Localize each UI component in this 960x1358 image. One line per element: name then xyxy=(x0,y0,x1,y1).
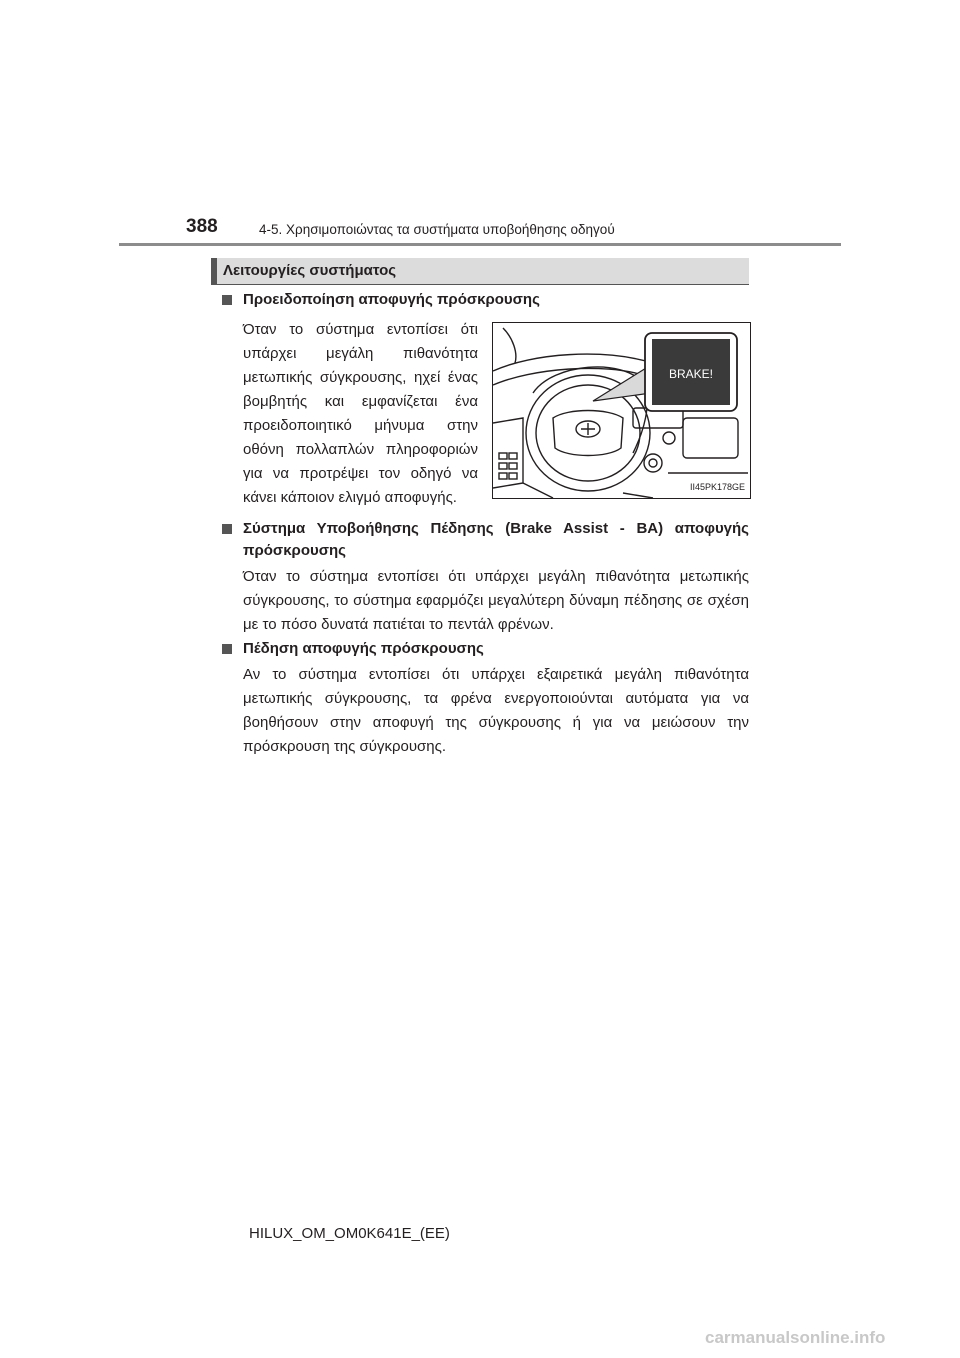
page-number: 388 xyxy=(186,216,218,237)
watermark-link[interactable]: carmanualsonline.info xyxy=(705,1328,886,1347)
header-rule xyxy=(119,243,841,246)
item-title-brake-assist xyxy=(222,518,749,562)
item-text-collision-warning: Όταν το σύστημα εντοπίσει ότι υπάρχει μεγάλη πιθανότητα μετωπικής σύγκρουσης, ηχεί ένας βομβητής και εμφανίζεται ένα προειδοποιητικό μήνυμα στην οθόνη πολλαπλών πληροφοριών για να προτρέψει τον οδηγό να κάνει κάποιον ελιγμό αποφυγής. xyxy=(243,321,478,506)
square-bullet-icon xyxy=(222,524,232,534)
item-title-auto-brake xyxy=(222,638,749,660)
item-title-text: Σύστημα Υποβοήθησης Πέδησης (Brake Assist - BA) αποφυγής πρόσκρουσης xyxy=(243,520,749,559)
display-message: BRAKE! xyxy=(668,367,714,381)
manual-code: HILUX_OM_OM0K641E_(EE) xyxy=(249,1225,450,1242)
section-heading xyxy=(211,258,749,285)
chapter-title: 4-5. Χρησιμοποιώντας τα συστήματα υποβοήθησης οδηγού xyxy=(259,222,615,237)
item-title-text: Πέδηση αποφυγής πρόσκρουσης xyxy=(243,640,484,657)
item-text-brake-assist: Όταν το σύστημα εντοπίσει ότι υπάρχει μεγάλη πιθανότητα μετωπικής σύγκρουσης, το σύστημα εφαρμόζει μεγαλύτερη δύναμη πέδησης σε σχέση με το πόσο δυνατά πατιέται το πεντάλ φρένων. xyxy=(243,568,749,633)
dashboard-drawing xyxy=(493,323,750,498)
square-bullet-icon xyxy=(222,295,232,305)
square-bullet-icon xyxy=(222,644,232,654)
dashboard-illustration xyxy=(492,322,751,499)
item-title-text: Προειδοποίηση αποφυγής πρόσκρουσης xyxy=(243,291,540,308)
image-code: II45PK178GE xyxy=(689,482,745,492)
item-text-auto-brake: Αν το σύστημα εντοπίσει ότι υπάρχει εξαιρετικά μεγάλη πιθανότητα μετωπικής σύγκρουσης, τα φρένα ενεργοποιούνται αυτόματα για να βοηθήσουν στην αποφυγή της σύγκρουσης ή για να μειώσουν την πρόσκρουση της σύγκρουσης. xyxy=(243,666,749,755)
item-title-collision-warning xyxy=(222,289,749,311)
section-accent xyxy=(211,258,217,284)
section-title: Λειτουργίες συστήματος xyxy=(223,262,397,279)
